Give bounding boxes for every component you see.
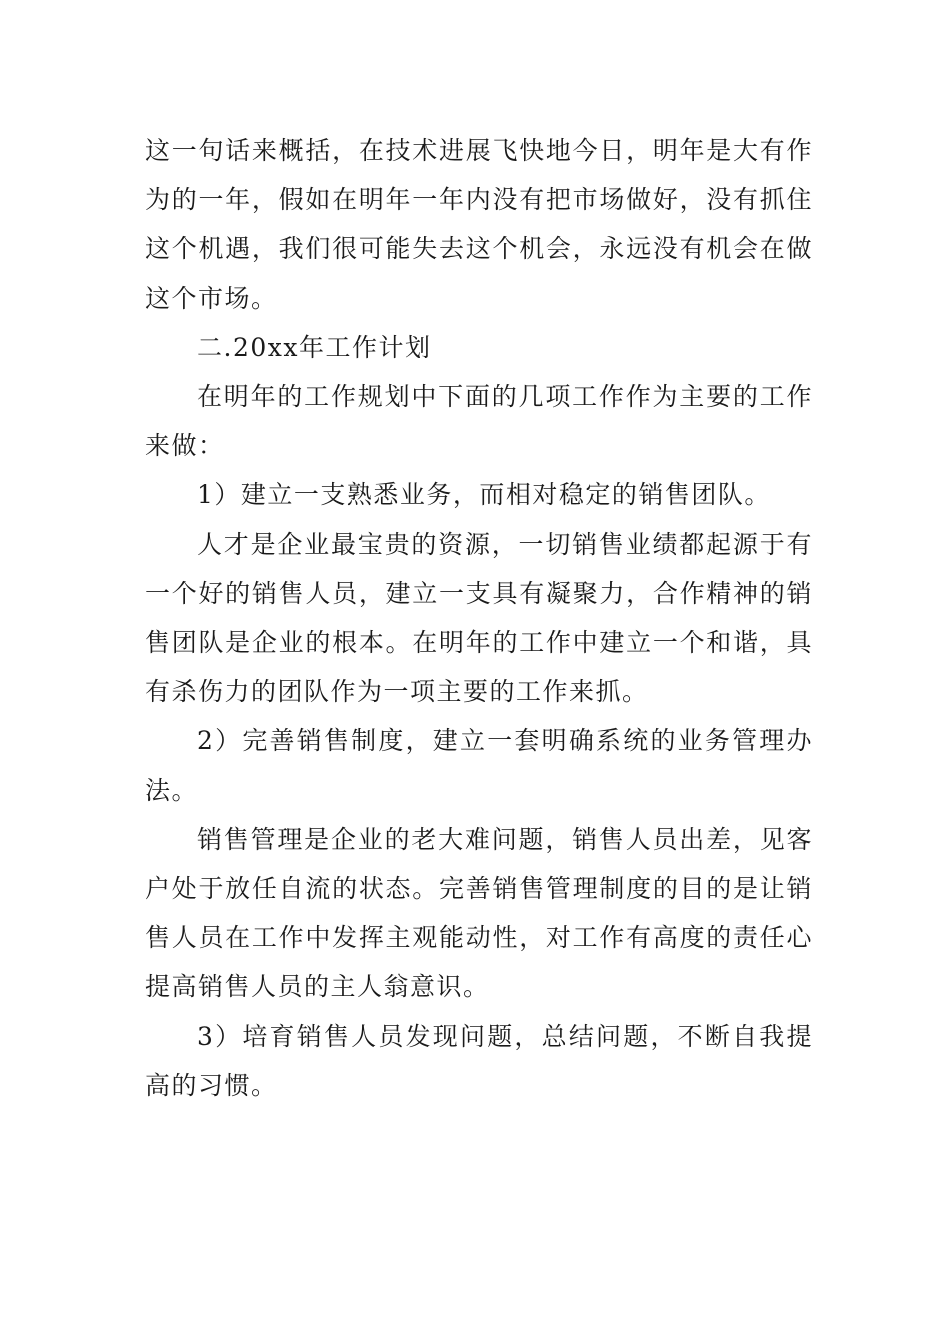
paragraph-plan-intro: 在明年的工作规划中下面的几项工作作为主要的工作来做： <box>145 382 813 461</box>
list-item-1-heading: 1）建立一支熟悉业务，而相对稳定的销售团队。 <box>197 480 771 510</box>
list-item-3-heading: 3）培育销售人员发现问题，总结问题，不断自我提高的习惯。 <box>145 1021 813 1100</box>
document-body <box>145 126 813 1110</box>
list-item-2-heading: 2）完善销售制度，建立一套明确系统的业务管理办法。 <box>145 726 813 805</box>
paragraph-continuation: 这一句话来概括，在技术进展飞快地今日，明年是大有作为的一年，假如在明年一年内没有把市场做好，没有抓住这个机遇，我们很可能失去这个机会，永远没有机会在做这个市场。 <box>145 136 813 313</box>
paragraph-team-building: 人才是企业最宝贵的资源，一切销售业绩都起源于有一个好的销售人员，建立一支具有凝聚力，合作精神的销售团队是企业的根本。在明年的工作中建立一个和谐，具有杀伤力的团队作为一项主要的工作来抓。 <box>145 529 813 707</box>
section-heading-work-plan: 二.20xx年工作计划 <box>197 332 432 362</box>
paragraph-sales-management: 销售管理是企业的老大难问题，销售人员出差，见客户处于放任自流的状态。完善销售管理制度的目的是让销售人员在工作中发挥主观能动性，对工作有高度的责任心提高销售人员的主人翁意识。 <box>145 824 813 1002</box>
